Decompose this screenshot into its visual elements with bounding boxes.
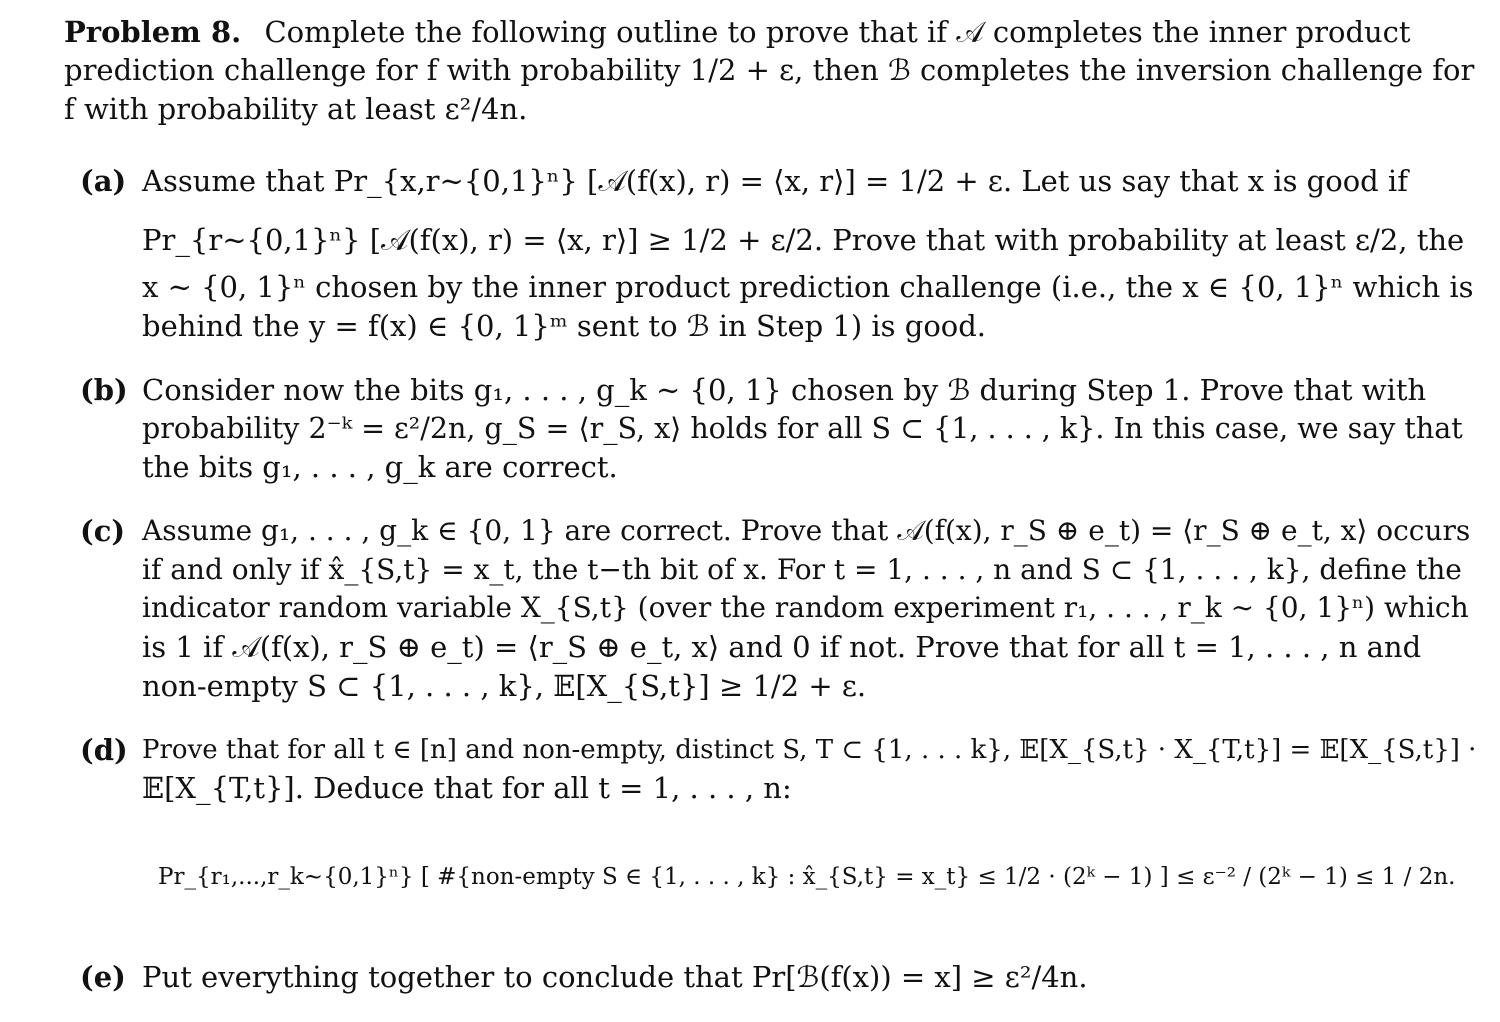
part-d-display-equation: Pr_{r₁,...,r_k∼{0,1}ⁿ} [ #{non-empty S ∈ {1, . . . , k} : x̂_{S,t} = x_t} ≤ 1/2 · (2ᵏ − 1) ] ≤ ε⁻² / (2ᵏ − 1) ≤ 1 / 2n.: [158, 864, 1456, 890]
part-c-line-1: Assume g₁, . . . , g_k ∈ {0, 1} are correct. Prove that 𝒜(f(x), r_S ⊕ e_t) = ⟨r_S ⊕ e_t, x⟩ occurs: [142, 514, 1471, 547]
part-a-line-1: Assume that Pr_{x,r∼{0,1}ⁿ} [𝒜(f(x), r) = ⟨x, r⟩] = 1/2 + ε. Let us say that x is good if: [142, 164, 1408, 198]
problem-intro-1: Complete the following outline to prove that if 𝒜 completes the inner product: [264, 15, 1411, 49]
problem-intro-2: prediction challenge for f with probability 1/2 + ε, then ℬ completes the inversion challenge for: [64, 53, 1475, 87]
part-b-label: (b): [80, 373, 128, 407]
part-c-line-3: indicator random variable X_{S,t} (over the random experiment r₁, . . . , r_k ∼ {0, 1}ⁿ) which: [142, 591, 1469, 624]
part-c-line-4: is 1 if 𝒜(f(x), r_S ⊕ e_t) = ⟨r_S ⊕ e_t, x⟩ and 0 if not. Prove that for all t = 1, . . . , n and: [142, 630, 1422, 664]
part-e-line-1: Put everything together to conclude that Pr[ℬ(f(x)) = x] ≥ ε²/4n.: [142, 960, 1088, 994]
problem-header-line-1: [64, 13, 1411, 51]
problem-title: Problem 8.: [64, 15, 242, 49]
part-e-label: (e): [80, 960, 126, 994]
part-c-line-2: if and only if x̂_{S,t} = x_t, the t−th bit of x. For t = 1, . . . , n and S ⊂ {1, . . . , k}, define the: [142, 553, 1462, 586]
part-b-line-1: Consider now the bits g₁, . . . , g_k ∼ {0, 1} chosen by ℬ during Step 1. Prove that with: [142, 373, 1427, 407]
part-b-line-2: probability 2⁻ᵏ = ε²/2n, g_S = ⟨r_S, x⟩ holds for all S ⊂ {1, . . . , k}. In this case, we say that: [142, 412, 1463, 445]
part-c-label: (c): [80, 514, 126, 548]
part-a-line-3: x ∼ {0, 1}ⁿ chosen by the inner product prediction challenge (i.e., the x ∈ {0, 1}ⁿ which is: [142, 270, 1474, 304]
problem-intro-3: f with probability at least ε²/4n.: [64, 92, 528, 126]
part-d-line-2: 𝔼[X_{T,t}]. Deduce that for all t = 1, . . . , n:: [142, 771, 792, 805]
part-a-line-4: behind the y = f(x) ∈ {0, 1}ᵐ sent to ℬ in Step 1) is good.: [142, 309, 987, 343]
part-b-line-3: the bits g₁, . . . , g_k are correct.: [142, 450, 618, 484]
part-c-line-5: non-empty S ⊂ {1, . . . , k}, 𝔼[X_{S,t}] ≥ 1/2 + ε.: [142, 669, 867, 703]
part-a-label: (a): [80, 164, 127, 198]
part-a-line-2: Pr_{r∼{0,1}ⁿ} [𝒜(f(x), r) = ⟨x, r⟩] ≥ 1/2 + ε/2. Prove that with probability at least ε/2, the: [142, 223, 1465, 257]
part-d-label: (d): [80, 733, 128, 767]
part-d-line-1: Prove that for all t ∈ [n] and non-empty, distinct S, T ⊂ {1, . . . k}, 𝔼[X_{S,t} · X_{T,t}] = 𝔼[X_{S,t}] ·: [142, 735, 1477, 765]
